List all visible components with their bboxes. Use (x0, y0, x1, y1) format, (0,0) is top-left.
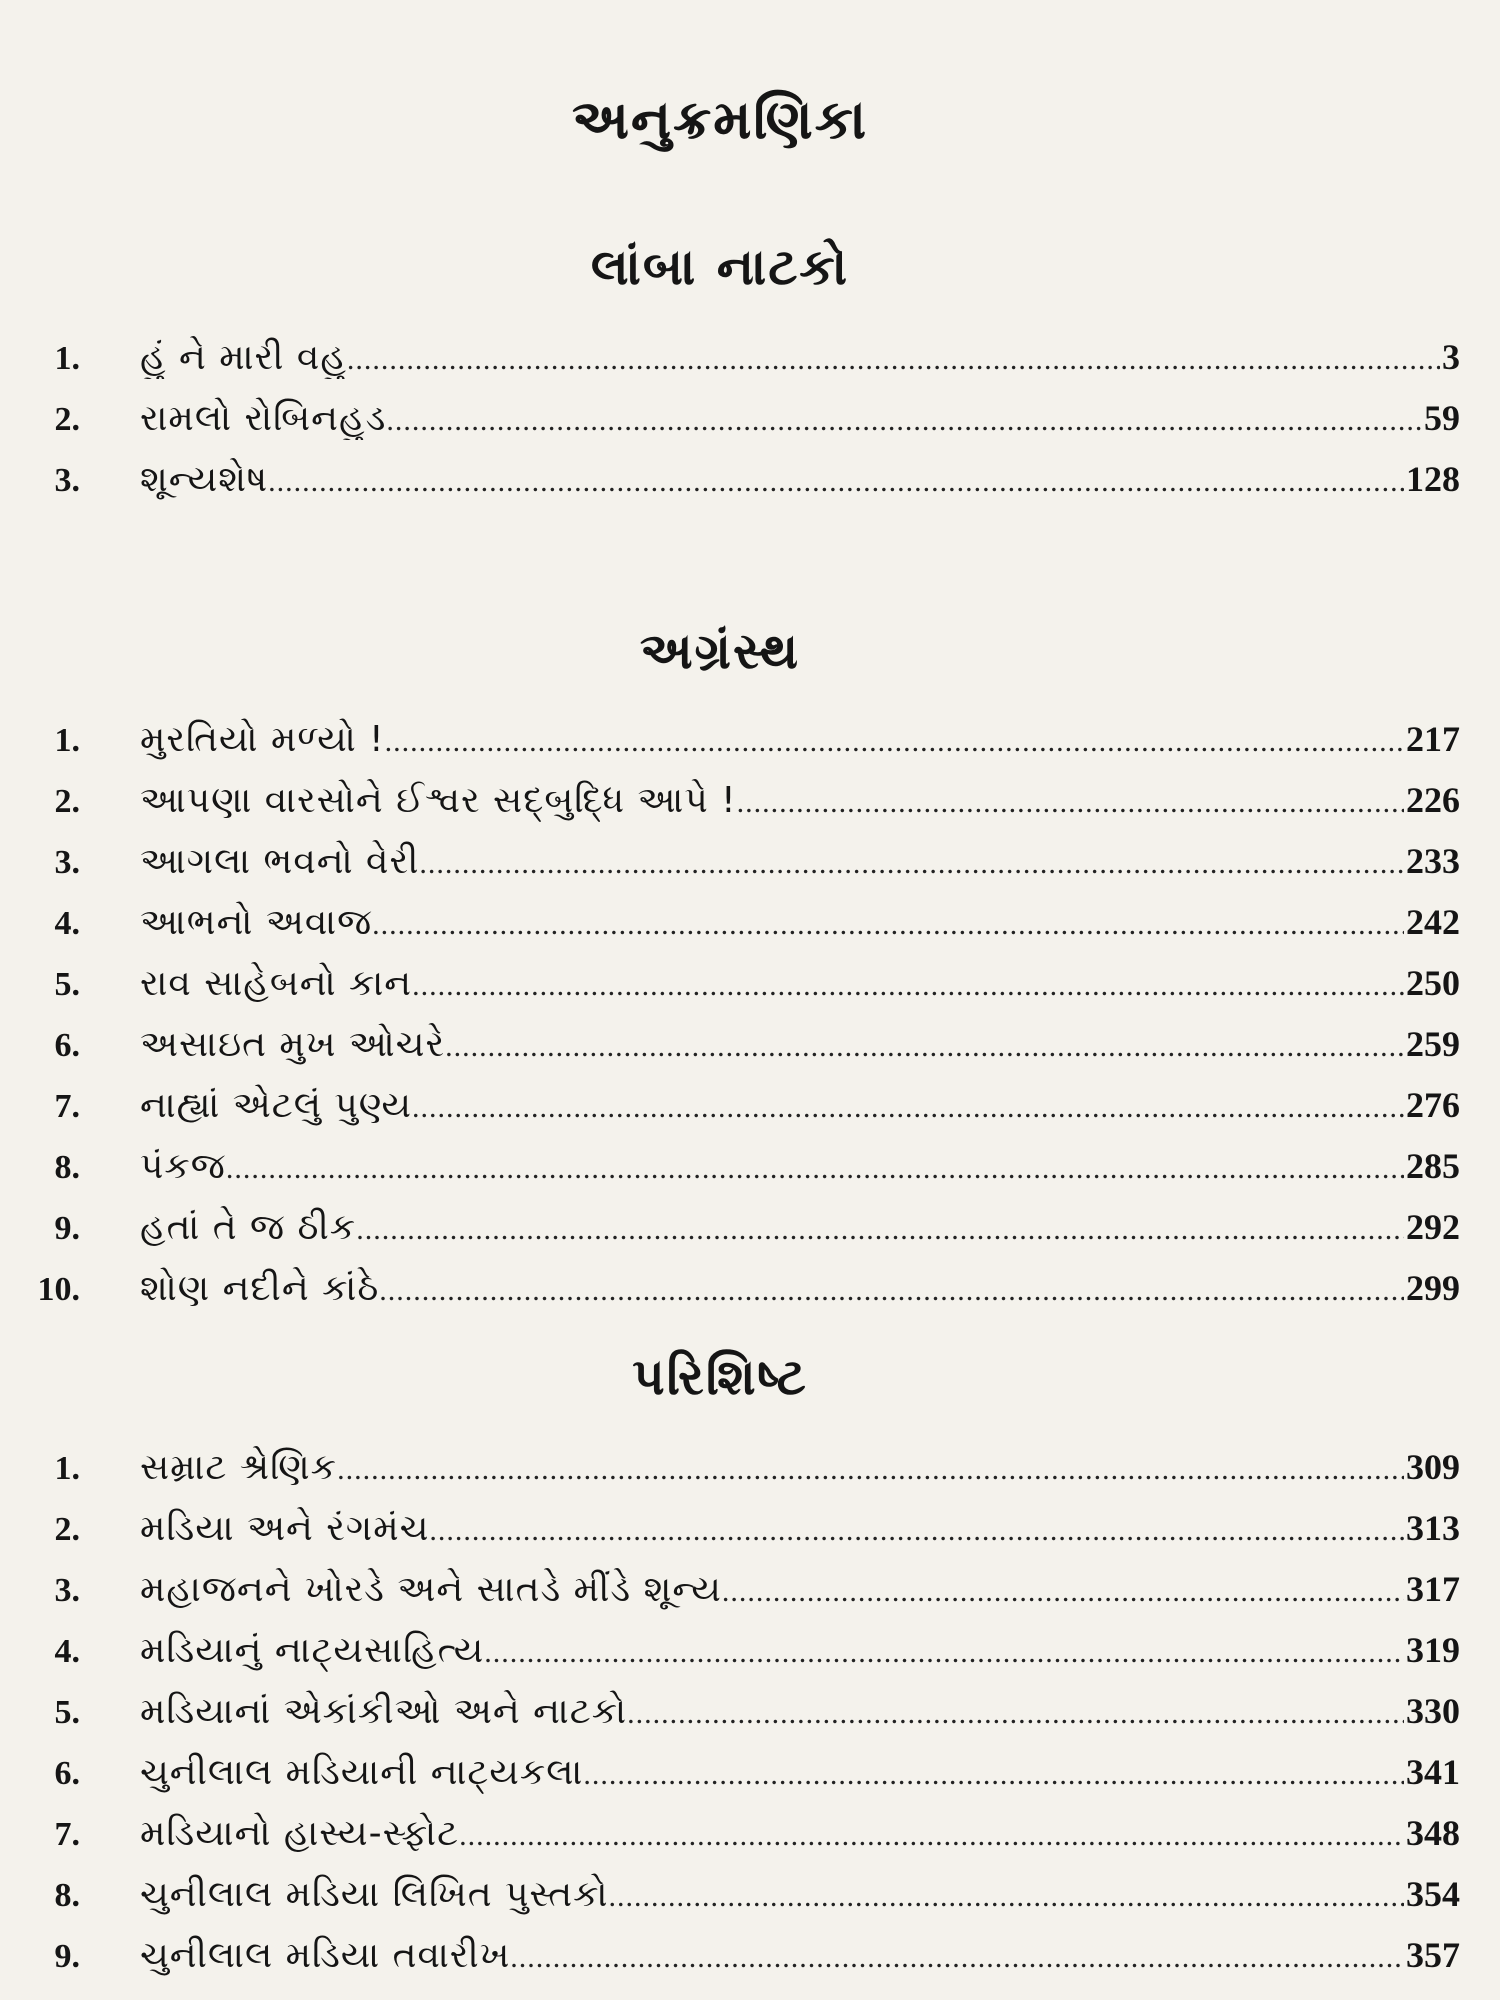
entry-line (140, 458, 1460, 501)
entry-line (140, 1446, 1460, 1489)
entry-title: ચુનીલાલ મડિયા તવારીખ (140, 1935, 511, 1976)
dot-leader (510, 1941, 1404, 1975)
dot-leader (372, 908, 1404, 942)
dot-leader (609, 1880, 1404, 1914)
entry-line (140, 1023, 1460, 1066)
dot-leader (226, 1152, 1404, 1186)
dot-leader (268, 465, 1404, 499)
dot-leader (627, 1697, 1404, 1731)
entry-line (140, 1629, 1460, 1672)
entry-line (140, 1690, 1460, 1733)
entry-page-number: 317 (1406, 1569, 1460, 1609)
entry-page-number: 242 (1406, 902, 1460, 942)
toc-entry[interactable] (0, 1267, 1460, 1328)
entry-line (140, 718, 1460, 761)
entry-number: 3. (54, 844, 80, 881)
entry-number: 6. (54, 1027, 80, 1064)
dot-leader (419, 847, 1404, 881)
section-heading-appendix: પરિશિષ્ટ (632, 1348, 808, 1406)
toc-entry[interactable] (0, 1023, 1460, 1084)
toc-entry[interactable] (0, 1690, 1460, 1751)
toc-entry[interactable] (0, 336, 1460, 397)
entry-title: મડિયાનો હાસ્ય-સ્ફોટ (140, 1813, 460, 1854)
entry-page-number: 330 (1406, 1691, 1460, 1731)
entry-title: પંકજ (140, 1146, 226, 1187)
entry-line (140, 1751, 1460, 1794)
dot-leader (445, 1030, 1404, 1064)
entry-number: 3. (54, 1572, 80, 1609)
entry-number: 2. (54, 783, 80, 820)
entry-page-number: 357 (1406, 1935, 1460, 1975)
toc-entry[interactable] (0, 1751, 1460, 1812)
entry-number: 3. (54, 462, 80, 499)
entry-page-number: 292 (1406, 1207, 1460, 1247)
entry-number: 9. (54, 1210, 80, 1247)
entry-page-number: 128 (1406, 459, 1460, 499)
dot-leader (459, 1819, 1404, 1853)
entry-line (140, 962, 1460, 1005)
entry-page-number: 276 (1406, 1085, 1460, 1125)
entry-title: સમ્રાટ શ્રેણિક (140, 1447, 338, 1488)
dot-leader (379, 1274, 1404, 1308)
entry-number: 5. (54, 966, 80, 1003)
entry-title: અસાઇત મુખ ઓચરે (140, 1024, 446, 1065)
toc-entry[interactable] (0, 1629, 1460, 1690)
entry-title: મડિયાનાં એકાંકીઓ અને નાટકો (140, 1691, 628, 1732)
entry-page-number: 233 (1406, 841, 1460, 881)
entry-line (140, 1507, 1460, 1550)
toc-entry[interactable] (0, 1206, 1460, 1267)
dot-leader (722, 1575, 1404, 1609)
toc-entry[interactable] (0, 840, 1460, 901)
entry-title: આપણા વારસોને ઈશ્વર સદ્‌બુદ્ધિ આપે ! (140, 780, 737, 821)
toc-entry[interactable] (0, 779, 1460, 840)
entry-line (140, 779, 1460, 822)
entry-title: આભનો અવાજ (140, 902, 373, 943)
entry-number: 7. (54, 1816, 80, 1853)
entry-line (140, 1084, 1460, 1127)
dot-leader (412, 969, 1404, 1003)
entry-number: 6. (54, 1755, 80, 1792)
entry-page-number: 217 (1406, 719, 1460, 759)
entry-line (140, 336, 1460, 379)
entry-number: 9. (54, 1938, 80, 1975)
dot-leader (386, 404, 1422, 438)
toc-entry[interactable] (0, 1446, 1460, 1507)
entry-number: 2. (54, 401, 80, 438)
entry-line (140, 840, 1460, 883)
entry-page-number: 319 (1406, 1630, 1460, 1670)
entry-line (140, 1206, 1460, 1249)
entry-page-number: 341 (1406, 1752, 1460, 1792)
toc-list-long-plays (0, 336, 1460, 519)
entry-page-number: 285 (1406, 1146, 1460, 1186)
toc-entry[interactable] (0, 1507, 1460, 1568)
entry-line (140, 1934, 1460, 1977)
entry-title: હું ને મારી વહુ (140, 337, 347, 378)
entry-line (140, 1568, 1460, 1611)
dot-leader (347, 343, 1440, 377)
entry-number: 1. (54, 340, 80, 377)
entry-number: 4. (54, 905, 80, 942)
dot-leader (337, 1453, 1404, 1487)
entry-page-number: 309 (1406, 1447, 1460, 1487)
toc-entry[interactable] (0, 1568, 1460, 1629)
entry-title: શૂન્યશેષ (140, 459, 269, 500)
section-heading-long-plays: લાંબા નાટકો (590, 238, 850, 296)
entry-page-number: 59 (1424, 398, 1460, 438)
dot-leader (412, 1091, 1404, 1125)
toc-entry[interactable] (0, 1934, 1460, 1995)
toc-entry[interactable] (0, 458, 1460, 519)
entry-title: મુરતિયો મળ્યો ! (140, 719, 385, 760)
entry-line (140, 901, 1460, 944)
entry-page-number: 226 (1406, 780, 1460, 820)
entry-title: આગલા ભવનો વેરી (140, 841, 420, 882)
dot-leader (583, 1758, 1404, 1792)
entry-number: 8. (54, 1149, 80, 1186)
entry-number: 8. (54, 1877, 80, 1914)
entry-page-number: 259 (1406, 1024, 1460, 1064)
toc-list-appendix (0, 1446, 1460, 1995)
entry-title: મડિયાનું નાટ્યસાહિત્ય (140, 1630, 485, 1671)
dot-leader (356, 1213, 1404, 1247)
entry-number: 4. (54, 1633, 80, 1670)
toc-entry[interactable] (0, 1145, 1460, 1206)
entry-title: રાવ સાહેબનો કાન (140, 963, 413, 1004)
entry-page-number: 313 (1406, 1508, 1460, 1548)
toc-entry[interactable] (0, 1873, 1460, 1934)
entry-page-number: 250 (1406, 963, 1460, 1003)
entry-number: 1. (54, 1450, 80, 1487)
toc-entry[interactable] (0, 901, 1460, 962)
entry-number: 10. (37, 1271, 80, 1308)
entry-title: હતાં તે જ ઠીક (140, 1207, 357, 1248)
entry-number: 5. (54, 1694, 80, 1731)
entry-title: મડિયા અને રંગમંચ (140, 1508, 430, 1549)
entry-title: નાહ્યાં એટલું પુણ્ય (140, 1085, 412, 1126)
entry-line (140, 397, 1460, 440)
entry-title: ચુનીલાલ મડિયાની નાટ્યકલા (140, 1752, 584, 1793)
toc-entry[interactable] (0, 397, 1460, 458)
entry-title: રામલો રોબિનહુડ (140, 398, 387, 439)
toc-entry[interactable] (0, 1812, 1460, 1873)
dot-leader (737, 786, 1404, 820)
entry-line (140, 1267, 1460, 1310)
entry-title: મહાજનને ખોરડે અને સાતડે મીંડે શૂન્ય (140, 1569, 722, 1610)
entry-title: ચુનીલાલ મડિયા લિખિત પુસ્તકો (140, 1874, 609, 1915)
page-title: અનુક્રમણિકા (571, 88, 869, 151)
entry-page-number: 299 (1406, 1268, 1460, 1308)
entry-line (140, 1145, 1460, 1188)
entry-number: 1. (54, 722, 80, 759)
entry-line (140, 1873, 1460, 1916)
toc-list-agranstha (0, 718, 1460, 1328)
dot-leader (385, 725, 1404, 759)
entry-page-number: 348 (1406, 1813, 1460, 1853)
entry-line (140, 1812, 1460, 1855)
entry-page-number: 3 (1442, 337, 1460, 377)
section-heading-agranstha: અગ્રંસ્થ (639, 622, 801, 680)
entry-page-number: 354 (1406, 1874, 1460, 1914)
dot-leader (429, 1514, 1404, 1548)
toc-entry[interactable] (0, 718, 1460, 779)
entry-number: 7. (54, 1088, 80, 1125)
entry-title: શોણ નદીને કાંઠે (140, 1268, 380, 1309)
toc-entry[interactable] (0, 1084, 1460, 1145)
entry-number: 2. (54, 1511, 80, 1548)
toc-entry[interactable] (0, 962, 1460, 1023)
dot-leader (484, 1636, 1404, 1670)
